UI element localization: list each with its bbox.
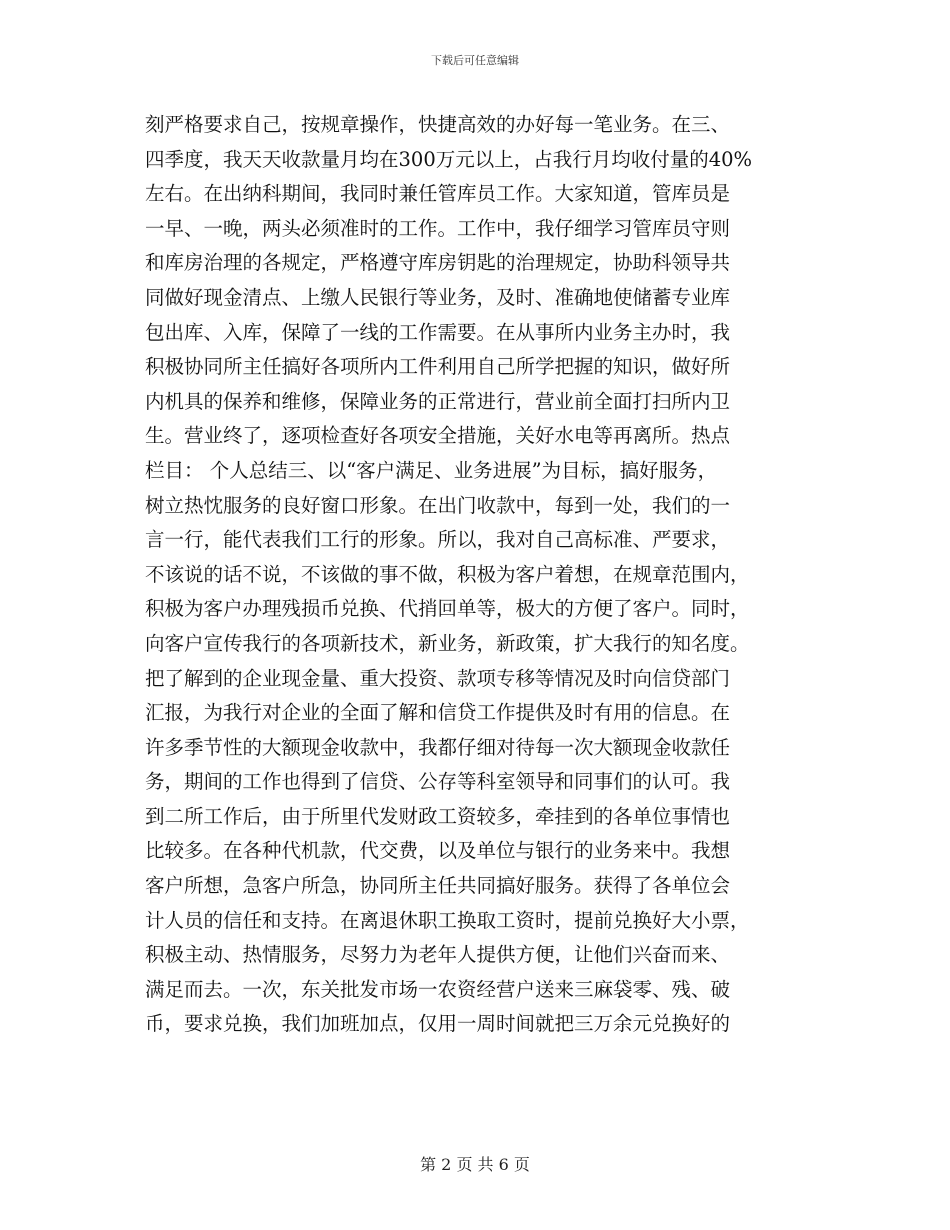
text-line: 树立热忱服务的良好窗口形象。在出门收款中，每到一处，我们的一 [145, 493, 731, 517]
document-body [145, 108, 805, 1042]
text-line: 积极主动、热情服务，尽努力为老年人提供方便，让他们兴奋而来、 [145, 943, 731, 967]
text-line: 积极协同所主任搞好各项所内工件利用自己所学把握的知识，做好所 [145, 355, 731, 379]
text-line: 左右。在出纳科期间，我同时兼任管库员工作。大家知道，管库员是 [145, 182, 731, 206]
text-line: 计人员的信任和支持。在离退休职工换取工资时，提前兑换好大小票， [145, 908, 750, 932]
text-line: 言一行，能代表我们工行的形象。所以，我对自己高标准、严要求， [145, 528, 731, 552]
text-line: 不该说的话不说，不该做的事不做，积极为客户着想，在规章范围内， [145, 562, 750, 586]
text-line: 向客户宣传我行的各项新技术，新业务，新政策，扩大我行的知名度。 [145, 631, 750, 655]
text-line: 内机具的保养和维修，保障业务的正常进行，营业前全面打扫所内卫 [145, 389, 731, 413]
text-line: 生。营业终了，逐项检查好各项安全措施，关好水电等再离所。热点 [145, 424, 731, 448]
text-line: 和库房治理的各规定，严格遵守库房钥匙的治理规定，协助科领导共 [145, 251, 731, 275]
text-line: 刻严格要求自己，按规章操作，快捷高效的办好每一笔业务。在三、 [145, 113, 731, 136]
page-header-note: 下载后可任意编辑 [431, 54, 519, 67]
text-line: 比较多。在各种代机款，代交费，以及单位与银行的业务来中。我想 [145, 839, 731, 863]
text-line: 务，期间的工作也得到了信贷、公存等科室领导和同事们的认可。我 [145, 770, 731, 794]
text-line: 许多季节性的大额现金收款中，我都仔细对待每一次大额现金收款任 [145, 735, 731, 759]
text-line: 同做好现金清点、上缴人民银行等业务，及时、准确地使储蓄专业库 [145, 285, 731, 309]
text-line: 客户所想，急客户所急，协同所主任共同搞好服务。获得了各单位会 [145, 874, 731, 898]
page-number-footer: 第 2 页 共 6 页 [420, 1155, 530, 1174]
text-line: 积极为客户办理残损币兑换、代捎回单等，极大的方便了客户。同时， [145, 597, 750, 621]
text-line: 满足而去。一次，东关批发市场一农资经营户送来三麻袋零、残、破 [145, 977, 731, 1001]
text-line: 到二所工作后，由于所里代发财政工资较多，牵挂到的各单位事情也 [145, 804, 731, 828]
text-line: 栏目： 个人总结三、以“客户满足、业务进展”为目标，搞好服务， [145, 458, 718, 482]
text-line: 四季度，我天天收款量月均在300万元以上，占我行月均收付量的40% [145, 147, 753, 171]
text-line: 汇报，为我行对企业的全面了解和信贷工作提供及时有用的信息。在 [145, 701, 731, 725]
text-line: 一早、一晚，两头必须准时的工作。工作中，我仔细学习管库员守则 [145, 216, 731, 240]
text-line: 把了解到的企业现金量、重大投资、款项专移等情况及时向信贷部门 [145, 666, 731, 690]
text-line: 包出库、入库，保障了一线的工作需要。在从事所内业务主办时，我 [145, 320, 731, 344]
text-line: 币，要求兑换，我们加班加点，仅用一周时间就把三万余元兑换好的 [145, 1012, 731, 1036]
